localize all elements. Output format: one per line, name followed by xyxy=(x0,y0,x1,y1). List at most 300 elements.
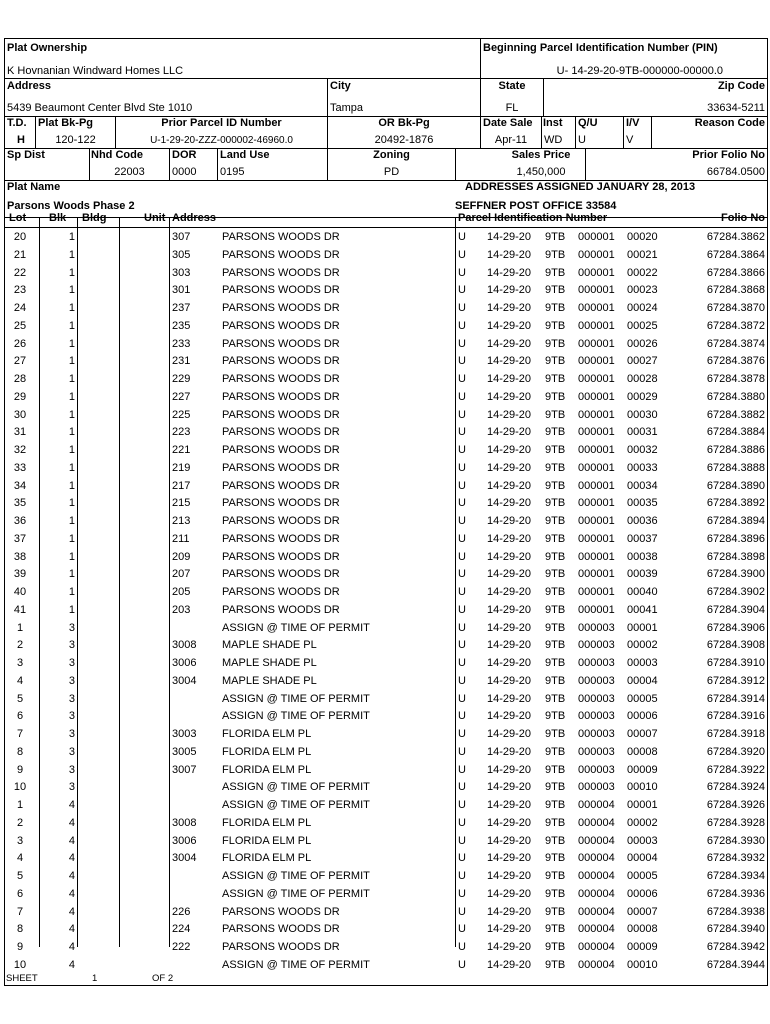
cell-block: 000003 xyxy=(578,621,615,634)
cell-street: PARSONS WOODS DR xyxy=(222,603,340,616)
cell-lot-code: 00005 xyxy=(627,870,658,882)
cell-block: 000003 xyxy=(578,710,615,723)
table-row xyxy=(5,478,769,496)
cell-street: MAPLE SHADE PL xyxy=(222,639,317,652)
cell-lot: 6 xyxy=(16,710,24,723)
cell-lot: 26 xyxy=(13,337,27,350)
cell-blk: 1 xyxy=(68,515,75,527)
cell-prefix: U xyxy=(458,390,466,403)
cell-folio: 67284.3874 xyxy=(706,337,765,350)
col-blk: Blk xyxy=(49,212,67,224)
cell-street: PARSONS WOODS DR xyxy=(222,337,340,350)
cell-folio: 67284.3920 xyxy=(706,745,765,758)
cell-lot-code: 00001 xyxy=(627,799,658,811)
cell-block: 000003 xyxy=(578,745,615,758)
cell-prefix: U xyxy=(458,816,466,829)
cell-lot: 32 xyxy=(13,444,27,456)
cell-section: 14-29-20 xyxy=(487,887,532,900)
cell-section: 14-29-20 xyxy=(487,248,532,261)
cell-prefix: U xyxy=(458,763,466,776)
cell-subdiv: 9TB xyxy=(545,408,566,421)
cell-folio: 67284.3878 xyxy=(706,373,765,385)
cell-house-number: 205 xyxy=(172,586,191,598)
col-address: Address xyxy=(172,212,217,224)
cell-subdiv: 9TB xyxy=(545,639,566,652)
cell-house-number: 207 xyxy=(172,568,191,581)
cell-lot: 31 xyxy=(13,426,27,439)
table-row xyxy=(5,779,769,797)
cell-house-number: 3008 xyxy=(172,639,197,652)
cell-folio: 67284.3908 xyxy=(706,639,765,652)
table-row xyxy=(5,691,769,709)
cell-lot-code: 00026 xyxy=(627,337,658,350)
table-row xyxy=(5,744,769,762)
cell-lot: 8 xyxy=(16,923,24,936)
nhd-code-value: 22003 xyxy=(114,166,145,178)
cell-blk: 1 xyxy=(68,568,75,581)
cell-lot: 39 xyxy=(13,568,27,581)
cell-subdiv: 9TB xyxy=(545,816,566,829)
cell-folio: 67284.3904 xyxy=(706,603,765,616)
cell-blk: 3 xyxy=(68,657,75,669)
cell-folio: 67284.3924 xyxy=(706,781,765,794)
cell-section: 14-29-20 xyxy=(487,852,532,865)
cell-section: 14-29-20 xyxy=(487,745,532,758)
cell-lot: 2 xyxy=(16,639,24,652)
cell-blk: 4 xyxy=(68,834,75,847)
cell-street: FLORIDA ELM PL xyxy=(222,852,312,865)
cell-folio: 67284.3866 xyxy=(706,266,765,279)
cell-block: 000001 xyxy=(578,550,615,563)
cell-section: 14-29-20 xyxy=(487,426,532,439)
cell-house-number: 305 xyxy=(172,248,191,261)
cell-lot-code: 00022 xyxy=(627,266,658,279)
cell-lot-code: 00005 xyxy=(627,692,658,705)
cell-blk: 4 xyxy=(68,816,75,829)
cell-lot-code: 00010 xyxy=(627,958,658,971)
td-value: H xyxy=(17,134,25,146)
cell-blk: 3 xyxy=(68,692,75,705)
cell-subdiv: 9TB xyxy=(545,231,566,243)
cell-house-number: 3008 xyxy=(172,816,197,829)
cell-block: 000004 xyxy=(578,941,615,953)
plat-ownership-form xyxy=(4,38,768,986)
cell-section: 14-29-20 xyxy=(487,657,532,669)
cell-section: 14-29-20 xyxy=(487,941,532,953)
cell-lot: 3 xyxy=(16,834,24,847)
cell-block: 000004 xyxy=(578,887,615,900)
cell-house-number: 222 xyxy=(172,941,191,953)
cell-street: PARSONS WOODS DR xyxy=(222,479,340,492)
cell-folio: 67284.3922 xyxy=(706,763,765,776)
cell-subdiv: 9TB xyxy=(545,319,566,332)
cell-lot: 21 xyxy=(13,248,27,261)
cell-street: ASSIGN @ TIME OF PERMIT xyxy=(222,870,370,882)
cell-block: 000004 xyxy=(578,852,615,865)
table-row xyxy=(5,637,769,655)
cell-blk: 1 xyxy=(68,390,75,403)
cell-subdiv: 9TB xyxy=(545,586,566,598)
cell-prefix: U xyxy=(458,319,466,332)
cell-block: 000004 xyxy=(578,870,615,882)
cell-lot-code: 00034 xyxy=(627,479,658,492)
sheet-total: OF 2 xyxy=(152,973,174,984)
cell-lot: 1 xyxy=(16,621,24,634)
cell-subdiv: 9TB xyxy=(545,728,566,740)
cell-blk: 1 xyxy=(68,355,75,368)
cell-house-number: 215 xyxy=(172,497,191,510)
cell-house-number: 3004 xyxy=(172,852,197,865)
cell-house-number: 227 xyxy=(172,390,191,403)
cell-lot-code: 00008 xyxy=(627,923,658,936)
cell-block: 000004 xyxy=(578,923,615,936)
cell-lot: 29 xyxy=(13,390,27,403)
cell-street: PARSONS WOODS DR xyxy=(222,550,340,563)
cell-lot-code: 00003 xyxy=(627,834,658,847)
cell-blk: 1 xyxy=(68,337,75,350)
cell-block: 000004 xyxy=(578,799,615,811)
cell-blk: 1 xyxy=(68,302,75,314)
cell-blk: 1 xyxy=(68,248,75,261)
cell-prefix: U xyxy=(458,657,466,669)
cell-block: 000001 xyxy=(578,603,615,616)
table-row xyxy=(5,442,769,460)
sp-dist-label: Sp Dist xyxy=(7,149,45,161)
cell-section: 14-29-20 xyxy=(487,639,532,652)
cell-lot: 10 xyxy=(13,958,27,971)
cell-lot-code: 00036 xyxy=(627,515,658,527)
table-row xyxy=(5,353,769,371)
cell-folio: 67284.3918 xyxy=(706,728,765,740)
cell-section: 14-29-20 xyxy=(487,479,532,492)
table-row xyxy=(5,708,769,726)
cell-lot-code: 00030 xyxy=(627,408,658,421)
cell-lot-code: 00002 xyxy=(627,816,658,829)
cell-street: ASSIGN @ TIME OF PERMIT xyxy=(222,692,370,705)
cell-house-number: 224 xyxy=(172,923,191,936)
td-label: T.D. xyxy=(7,117,27,129)
cell-folio: 67284.3890 xyxy=(706,479,765,492)
cell-prefix: U xyxy=(458,781,466,794)
cell-prefix: U xyxy=(458,444,466,456)
cell-folio: 67284.3892 xyxy=(706,497,765,510)
cell-folio: 67284.3942 xyxy=(706,941,765,953)
cell-lot-code: 00004 xyxy=(627,674,658,687)
cell-lot: 25 xyxy=(13,319,27,332)
cell-house-number: 211 xyxy=(172,532,190,545)
or-bkpg-label: OR Bk-Pg xyxy=(378,117,430,129)
cell-house-number: 307 xyxy=(172,231,191,243)
zip-label: Zip Code xyxy=(717,80,765,92)
pin-value: U- 14-29-20-9TB-000000-00000.0 xyxy=(556,65,723,77)
cell-street: PARSONS WOODS DR xyxy=(222,497,340,510)
plat-ownership-label: Plat Ownership xyxy=(7,42,88,54)
post-office: SEFFNER POST OFFICE 33584 xyxy=(455,200,617,212)
cell-section: 14-29-20 xyxy=(487,586,532,598)
cell-section: 14-29-20 xyxy=(487,923,532,936)
cell-house-number: 225 xyxy=(172,408,191,421)
cell-street: PARSONS WOODS DR xyxy=(222,426,340,439)
cell-street: PARSONS WOODS DR xyxy=(222,532,340,545)
cell-subdiv: 9TB xyxy=(545,870,566,882)
cell-block: 000001 xyxy=(578,568,615,581)
cell-folio: 67284.3910 xyxy=(706,657,765,669)
cell-folio: 67284.3936 xyxy=(706,887,765,900)
cell-subdiv: 9TB xyxy=(545,923,566,936)
cell-lot-code: 00006 xyxy=(627,887,658,900)
cell-blk: 4 xyxy=(68,799,75,811)
cell-blk: 1 xyxy=(68,426,75,439)
table-row xyxy=(5,407,769,425)
cell-folio: 67284.3898 xyxy=(706,550,765,563)
col-unit: Unit xyxy=(144,212,166,224)
cell-subdiv: 9TB xyxy=(545,497,566,510)
cell-lot: 30 xyxy=(13,408,27,421)
cell-lot-code: 00040 xyxy=(627,586,658,598)
cell-prefix: U xyxy=(458,905,466,918)
cell-section: 14-29-20 xyxy=(487,497,532,510)
cell-lot: 40 xyxy=(13,586,27,598)
cell-street: ASSIGN @ TIME OF PERMIT xyxy=(222,710,370,723)
sales-price-label: Sales Price xyxy=(511,149,571,161)
cell-blk: 4 xyxy=(68,905,75,918)
table-row xyxy=(5,584,769,602)
cell-lot-code: 00039 xyxy=(627,568,658,581)
cell-folio: 67284.3928 xyxy=(706,816,765,829)
cell-folio: 67284.3926 xyxy=(706,799,765,811)
cell-lot: 34 xyxy=(13,479,27,492)
cell-lot-code: 00027 xyxy=(627,355,658,368)
table-row xyxy=(5,513,769,531)
sales-price-value: 1,450,000 xyxy=(516,166,566,178)
cell-blk: 1 xyxy=(68,319,75,332)
cell-prefix: U xyxy=(458,248,466,261)
cell-subdiv: 9TB xyxy=(545,603,566,616)
cell-section: 14-29-20 xyxy=(487,231,532,243)
table-row xyxy=(5,850,769,868)
cell-lot-code: 00028 xyxy=(627,373,658,385)
cell-street: PARSONS WOODS DR xyxy=(222,923,340,936)
owner-name: K Hovnanian Windward Homes LLC xyxy=(7,65,184,77)
cell-street: PARSONS WOODS DR xyxy=(222,390,340,403)
cell-block: 000001 xyxy=(578,532,615,545)
cell-prefix: U xyxy=(458,710,466,723)
cell-prefix: U xyxy=(458,355,466,368)
cell-lot-code: 00001 xyxy=(627,621,658,634)
cell-block: 000001 xyxy=(578,231,615,243)
cell-subdiv: 9TB xyxy=(545,568,566,581)
table-row xyxy=(5,531,769,549)
cell-block: 000003 xyxy=(578,781,615,794)
cell-prefix: U xyxy=(458,887,466,900)
prior-folio-value: 66784.0500 xyxy=(706,166,765,178)
cell-folio: 67284.3862 xyxy=(706,231,765,243)
cell-house-number: 226 xyxy=(172,905,191,918)
cell-folio: 67284.3880 xyxy=(706,390,765,403)
prior-parcel-value: U-1-29-20-ZZZ-000002-46960.0 xyxy=(150,135,293,146)
cell-lot: 38 xyxy=(13,550,27,563)
cell-section: 14-29-20 xyxy=(487,834,532,847)
cell-block: 000001 xyxy=(578,444,615,456)
cell-street: ASSIGN @ TIME OF PERMIT xyxy=(222,887,370,900)
cell-block: 000001 xyxy=(578,284,615,297)
cell-prefix: U xyxy=(458,674,466,687)
zoning-value: PD xyxy=(383,166,400,178)
cell-lot-code: 00010 xyxy=(627,781,658,794)
cell-house-number: 219 xyxy=(172,461,191,474)
cell-subdiv: 9TB xyxy=(545,941,566,953)
cell-lot-code: 00021 xyxy=(627,248,658,261)
cell-folio: 67284.3938 xyxy=(706,905,765,918)
cell-house-number: 231 xyxy=(172,355,191,368)
cell-section: 14-29-20 xyxy=(487,444,532,456)
cell-folio: 67284.3886 xyxy=(706,444,765,456)
dor-label: DOR xyxy=(172,149,197,161)
cell-blk: 3 xyxy=(68,710,75,723)
cell-block: 000001 xyxy=(578,408,615,421)
table-row xyxy=(5,868,769,886)
table-row xyxy=(5,886,769,904)
cell-prefix: U xyxy=(458,834,466,847)
cell-street: PARSONS WOODS DR xyxy=(222,586,340,598)
cell-blk: 4 xyxy=(68,923,75,936)
cell-lot-code: 00023 xyxy=(627,284,658,297)
table-row xyxy=(5,921,769,939)
cell-prefix: U xyxy=(458,568,466,581)
cell-section: 14-29-20 xyxy=(487,621,532,634)
cell-section: 14-29-20 xyxy=(487,728,532,740)
cell-house-number: 3006 xyxy=(172,657,197,669)
cell-blk: 1 xyxy=(68,231,75,243)
cell-subdiv: 9TB xyxy=(545,426,566,439)
cell-lot-code: 00024 xyxy=(627,302,658,314)
cell-lot: 24 xyxy=(13,302,27,314)
cell-block: 000001 xyxy=(578,586,615,598)
cell-lot: 27 xyxy=(13,355,27,368)
cell-prefix: U xyxy=(458,586,466,598)
cell-folio: 67284.3900 xyxy=(706,568,765,581)
cell-lot-code: 00041 xyxy=(627,603,658,616)
table-row xyxy=(5,602,769,620)
cell-house-number: 229 xyxy=(172,373,191,385)
table-row xyxy=(5,815,769,833)
cell-block: 000003 xyxy=(578,763,615,776)
qu-label: Q/U xyxy=(578,117,598,129)
cell-street: FLORIDA ELM PL xyxy=(222,745,312,758)
cell-street: PARSONS WOODS DR xyxy=(222,461,340,474)
cell-folio: 67284.3932 xyxy=(706,852,765,865)
table-row xyxy=(5,229,769,247)
cell-lot-code: 00020 xyxy=(627,231,658,243)
cell-street: MAPLE SHADE PL xyxy=(222,674,317,687)
col-parcel-id: Parcel Identification Number xyxy=(458,212,608,224)
cell-subdiv: 9TB xyxy=(545,745,566,758)
cell-blk: 4 xyxy=(68,852,75,865)
cell-section: 14-29-20 xyxy=(487,763,532,776)
cell-lot: 23 xyxy=(13,284,27,297)
cell-blk: 3 xyxy=(68,639,75,652)
cell-lot: 35 xyxy=(13,497,27,510)
cell-lot: 4 xyxy=(16,674,24,687)
cell-prefix: U xyxy=(458,337,466,350)
city-value: Tampa xyxy=(330,102,364,114)
cell-street: PARSONS WOODS DR xyxy=(222,941,340,953)
cell-subdiv: 9TB xyxy=(545,461,566,474)
cell-folio: 67284.3894 xyxy=(706,515,765,527)
cell-subdiv: 9TB xyxy=(545,550,566,563)
cell-folio: 67284.3906 xyxy=(706,621,765,634)
plat-bkpg-label: Plat Bk-Pg xyxy=(38,117,94,129)
cell-blk: 3 xyxy=(68,781,75,794)
cell-section: 14-29-20 xyxy=(487,319,532,332)
cell-street: PARSONS WOODS DR xyxy=(222,408,340,421)
cell-lot-code: 00007 xyxy=(627,905,658,918)
table-row xyxy=(5,566,769,584)
cell-block: 000004 xyxy=(578,816,615,829)
cell-prefix: U xyxy=(458,870,466,882)
table-row xyxy=(5,904,769,922)
cell-section: 14-29-20 xyxy=(487,710,532,723)
cell-street: PARSONS WOODS DR xyxy=(222,515,340,527)
cell-subdiv: 9TB xyxy=(545,905,566,918)
cell-blk: 1 xyxy=(68,266,75,279)
cell-house-number: 3007 xyxy=(172,763,197,776)
cell-lot: 41 xyxy=(13,603,27,616)
cell-subdiv: 9TB xyxy=(545,390,566,403)
cell-house-number: 301 xyxy=(172,284,191,297)
cell-prefix: U xyxy=(458,461,466,474)
cell-section: 14-29-20 xyxy=(487,870,532,882)
cell-prefix: U xyxy=(458,639,466,652)
nhd-code-label: Nhd Code xyxy=(91,149,143,161)
table-row xyxy=(5,389,769,407)
cell-house-number: 213 xyxy=(172,515,191,527)
cell-street: PARSONS WOODS DR xyxy=(222,284,340,297)
cell-street: FLORIDA ELM PL xyxy=(222,763,312,776)
cell-lot: 33 xyxy=(13,461,27,474)
cell-lot-code: 00007 xyxy=(627,728,658,740)
land-use-value: 0195 xyxy=(220,166,245,178)
cell-prefix: U xyxy=(458,284,466,297)
cell-street: PARSONS WOODS DR xyxy=(222,444,340,456)
cell-block: 000003 xyxy=(578,728,615,740)
cell-lot: 1 xyxy=(16,799,24,811)
cell-street: PARSONS WOODS DR xyxy=(222,355,340,368)
cell-block: 000003 xyxy=(578,639,615,652)
cell-section: 14-29-20 xyxy=(487,568,532,581)
cell-street: MAPLE SHADE PL xyxy=(222,657,317,669)
cell-house-number: 3005 xyxy=(172,745,197,758)
cell-blk: 1 xyxy=(68,550,75,563)
cell-subdiv: 9TB xyxy=(545,674,566,687)
table-row xyxy=(5,939,769,957)
table-row xyxy=(5,726,769,744)
cell-street: PARSONS WOODS DR xyxy=(222,302,340,314)
cell-block: 000001 xyxy=(578,515,615,527)
plat-bkpg-value: 120-122 xyxy=(55,134,96,146)
table-row xyxy=(5,495,769,513)
cell-subdiv: 9TB xyxy=(545,621,566,634)
cell-blk: 3 xyxy=(68,728,75,740)
cell-subdiv: 9TB xyxy=(545,373,566,385)
table-row xyxy=(5,282,769,300)
address-label: Address xyxy=(7,80,52,92)
cell-lot-code: 00038 xyxy=(627,550,658,563)
cell-section: 14-29-20 xyxy=(487,302,532,314)
cell-street: FLORIDA ELM PL xyxy=(222,816,312,829)
zip-value: 33634-5211 xyxy=(707,102,765,114)
cell-subdiv: 9TB xyxy=(545,515,566,527)
